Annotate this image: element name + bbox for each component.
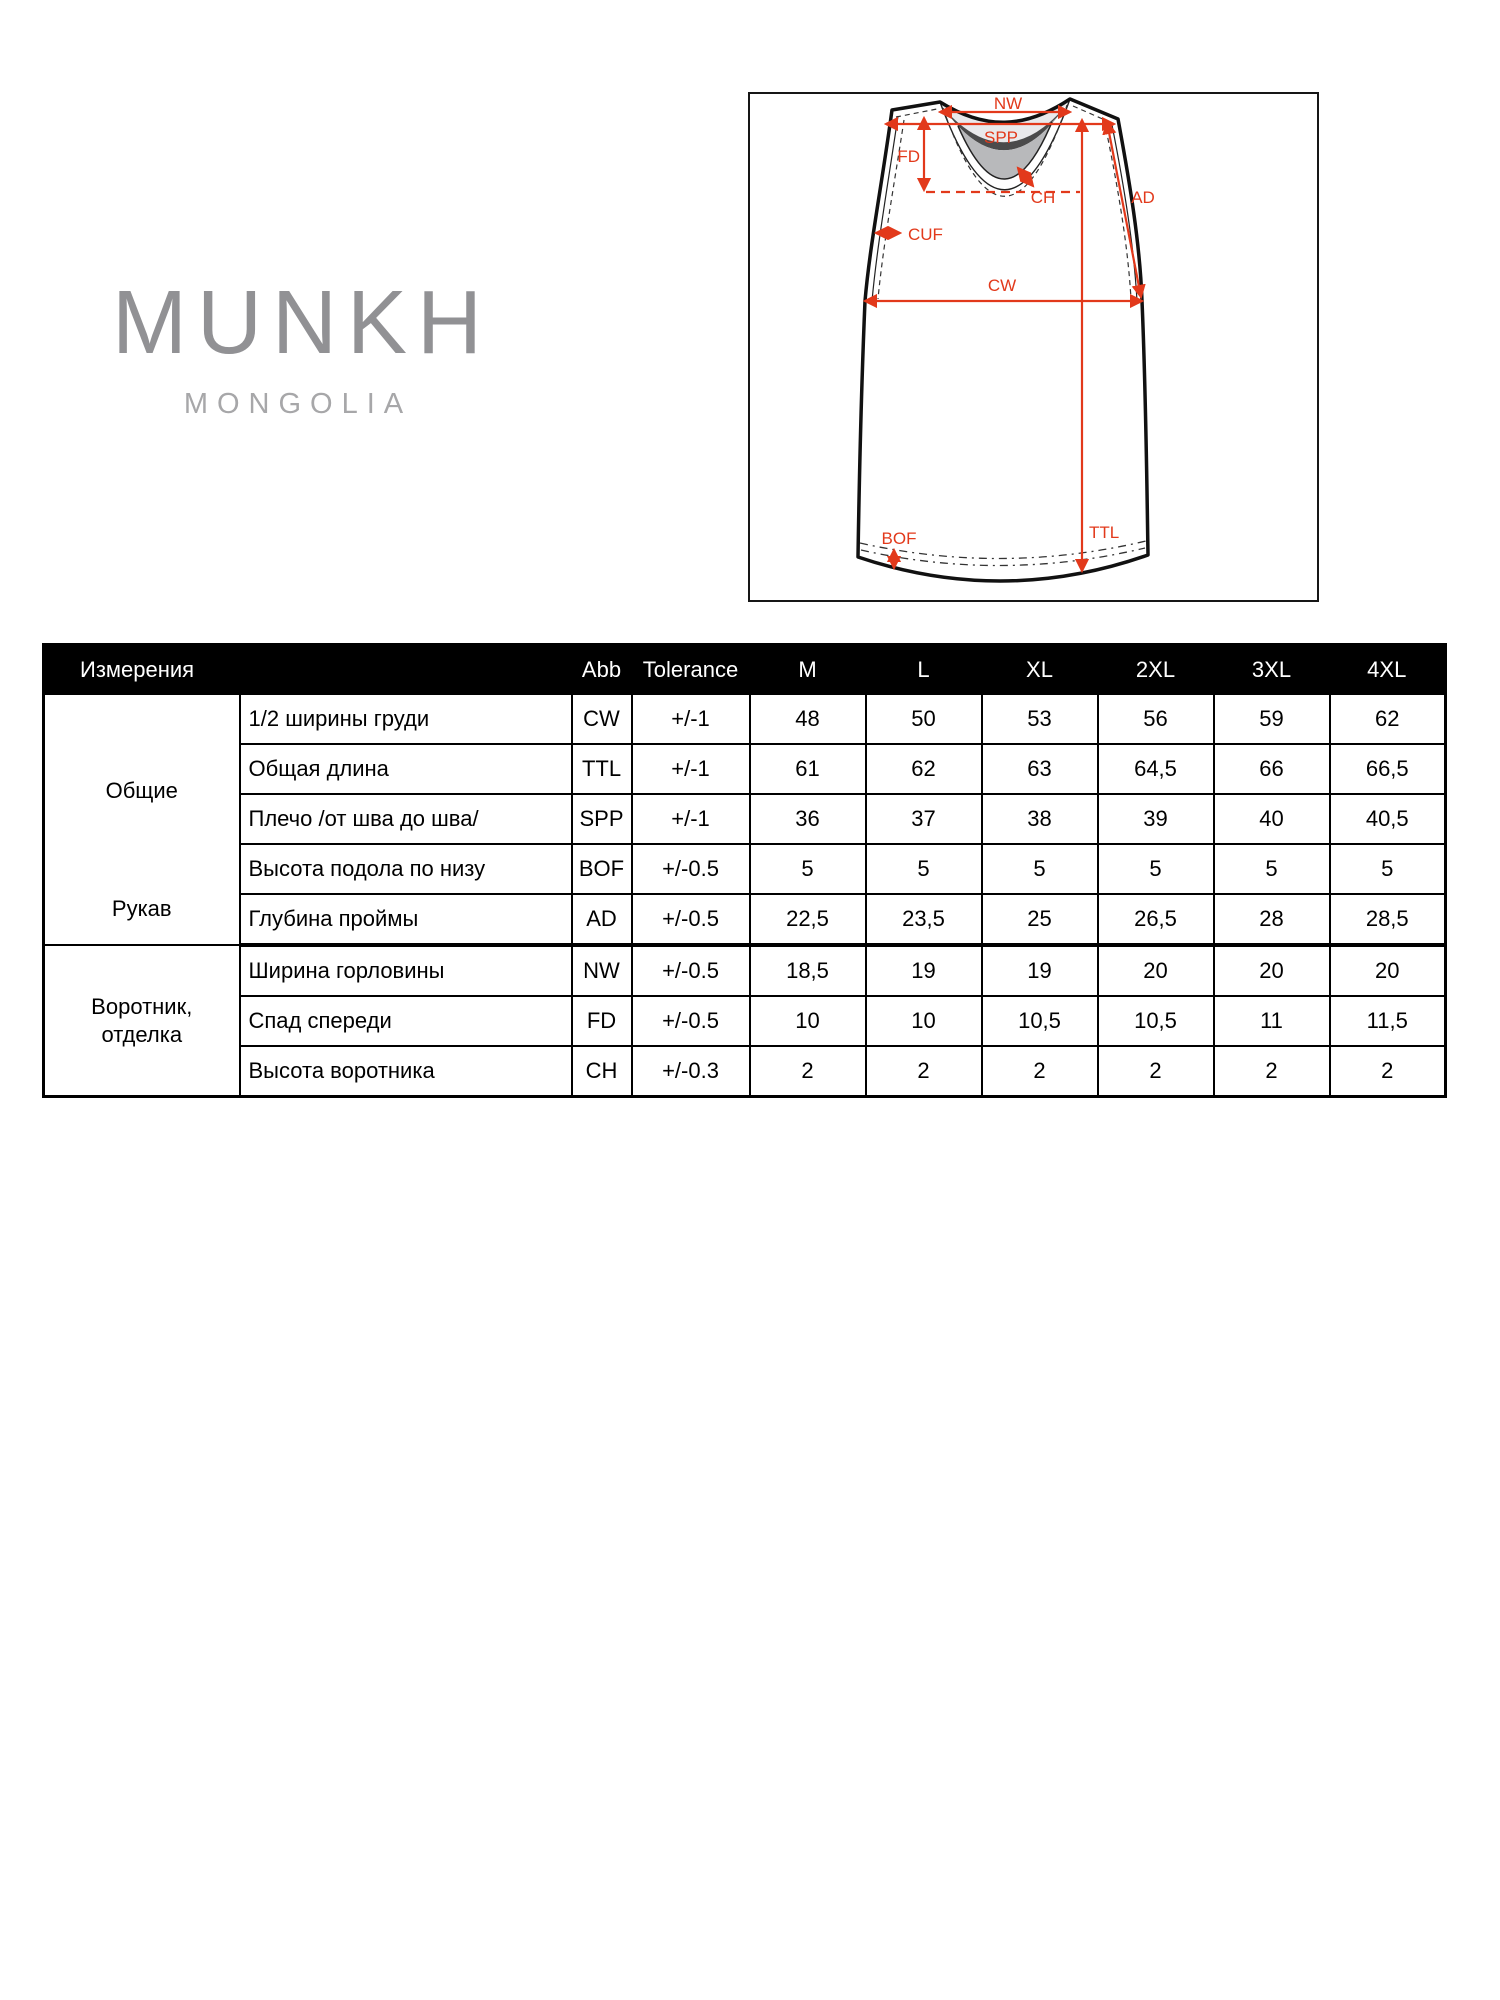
row-tolerance: +/-1	[632, 794, 750, 844]
row-tolerance: +/-0.5	[632, 996, 750, 1046]
row-name: Глубина проймы	[240, 894, 572, 945]
measure-label-cw: CW	[987, 276, 1017, 295]
row-value: 2	[1214, 1046, 1330, 1097]
row-tolerance: +/-0.5	[632, 945, 750, 996]
row-value: 5	[1330, 844, 1446, 894]
row-value: 19	[866, 945, 982, 996]
brand-subtitle: MONGOLIA	[183, 388, 413, 420]
row-tolerance: +/-0.5	[632, 894, 750, 945]
measure-label-cuf: CUF	[908, 225, 943, 244]
row-value: 2	[750, 1046, 866, 1097]
group-label-sleeve: Рукав	[111, 895, 172, 921]
row-value: 50	[866, 694, 982, 744]
table-row	[44, 894, 1446, 945]
group-cell-collar	[44, 945, 240, 1097]
group-cell-general-sleeve	[44, 694, 240, 945]
measure-label-ttl: TTL	[1089, 523, 1120, 542]
row-value: 2	[1330, 1046, 1446, 1097]
row-value: 39	[1098, 794, 1214, 844]
col-header-abb: Abb	[572, 645, 632, 695]
col-header-tolerance: Tolerance	[632, 645, 750, 695]
row-name: Высота воротника	[240, 1046, 572, 1097]
col-header-size-xl: XL	[982, 645, 1098, 695]
row-value: 5	[1098, 844, 1214, 894]
row-value: 11	[1214, 996, 1330, 1046]
measure-label-spp: SPP	[983, 128, 1019, 147]
row-name: Спад спереди	[240, 996, 572, 1046]
table-row	[44, 744, 1446, 794]
row-value: 62	[866, 744, 982, 794]
measurement-table	[42, 643, 1447, 1098]
col-header-measure: Измерения	[44, 645, 572, 695]
brand-logo	[112, 273, 492, 420]
garment-diagram-frame	[748, 92, 1319, 602]
measure-label-bof: BOF	[881, 529, 917, 548]
group-label-collar: Воротник, отделка	[91, 994, 193, 1047]
row-abb: FD	[572, 996, 632, 1046]
row-value: 23,5	[866, 894, 982, 945]
row-value: 64,5	[1098, 744, 1214, 794]
row-name: Ширина горловины	[240, 945, 572, 996]
row-value: 10,5	[982, 996, 1098, 1046]
row-value: 36	[750, 794, 866, 844]
row-value: 10	[866, 996, 982, 1046]
row-value: 18,5	[750, 945, 866, 996]
row-abb: TTL	[572, 744, 632, 794]
row-name: 1/2 ширины груди	[240, 694, 572, 744]
row-value: 5	[750, 844, 866, 894]
row-value: 26,5	[1098, 894, 1214, 945]
row-value: 2	[982, 1046, 1098, 1097]
garment-diagram	[750, 94, 1317, 600]
measure-label-nw: NW	[993, 94, 1023, 113]
col-header-size-l: L	[866, 645, 982, 695]
row-value: 37	[866, 794, 982, 844]
row-value: 66	[1214, 744, 1330, 794]
row-value: 5	[1214, 844, 1330, 894]
row-value: 5	[982, 844, 1098, 894]
table-row	[44, 1046, 1446, 1097]
row-value: 38	[982, 794, 1098, 844]
row-value: 20	[1214, 945, 1330, 996]
row-tolerance: +/-1	[632, 694, 750, 744]
row-abb: BOF	[572, 844, 632, 894]
row-value: 2	[866, 1046, 982, 1097]
row-value: 11,5	[1330, 996, 1446, 1046]
table-row	[44, 694, 1446, 744]
row-name: Плечо /от шва до шва/	[240, 794, 572, 844]
col-header-size-3xl: 3XL	[1214, 645, 1330, 695]
row-abb: AD	[572, 894, 632, 945]
table-row	[44, 945, 1446, 996]
table-row	[44, 844, 1446, 894]
group-label-general: Общие	[105, 777, 178, 803]
row-value: 53	[982, 694, 1098, 744]
row-value: 63	[982, 744, 1098, 794]
col-header-size-4xl: 4XL	[1330, 645, 1446, 695]
row-value: 2	[1098, 1046, 1214, 1097]
row-name: Высота подола по низу	[240, 844, 572, 894]
row-tolerance: +/-0.5	[632, 844, 750, 894]
row-value: 62	[1330, 694, 1446, 744]
row-tolerance: +/-0.3	[632, 1046, 750, 1097]
row-value: 56	[1098, 694, 1214, 744]
row-abb: CH	[572, 1046, 632, 1097]
col-header-size-2xl: 2XL	[1098, 645, 1214, 695]
row-value: 10	[750, 996, 866, 1046]
row-value: 66,5	[1330, 744, 1446, 794]
row-value: 20	[1098, 945, 1214, 996]
row-value: 48	[750, 694, 866, 744]
row-value: 40,5	[1330, 794, 1446, 844]
brand-name: MUNKH	[112, 273, 492, 373]
row-abb: NW	[572, 945, 632, 996]
row-value: 28,5	[1330, 894, 1446, 945]
measure-label-ch: CH	[1030, 188, 1056, 207]
row-tolerance: +/-1	[632, 744, 750, 794]
table-row	[44, 794, 1446, 844]
row-value: 61	[750, 744, 866, 794]
measure-label-fd: FD	[897, 147, 920, 166]
row-value: 28	[1214, 894, 1330, 945]
row-value: 22,5	[750, 894, 866, 945]
row-value: 25	[982, 894, 1098, 945]
row-value: 59	[1214, 694, 1330, 744]
row-value: 5	[866, 844, 982, 894]
col-header-size-m: M	[750, 645, 866, 695]
table-row	[44, 996, 1446, 1046]
row-value: 40	[1214, 794, 1330, 844]
row-value: 19	[982, 945, 1098, 996]
table-header-row	[44, 645, 1446, 695]
row-value: 20	[1330, 945, 1446, 996]
measure-label-ad: AD	[1131, 188, 1155, 207]
row-value: 10,5	[1098, 996, 1214, 1046]
row-abb: CW	[572, 694, 632, 744]
row-abb: SPP	[572, 794, 632, 844]
row-name: Общая длина	[240, 744, 572, 794]
